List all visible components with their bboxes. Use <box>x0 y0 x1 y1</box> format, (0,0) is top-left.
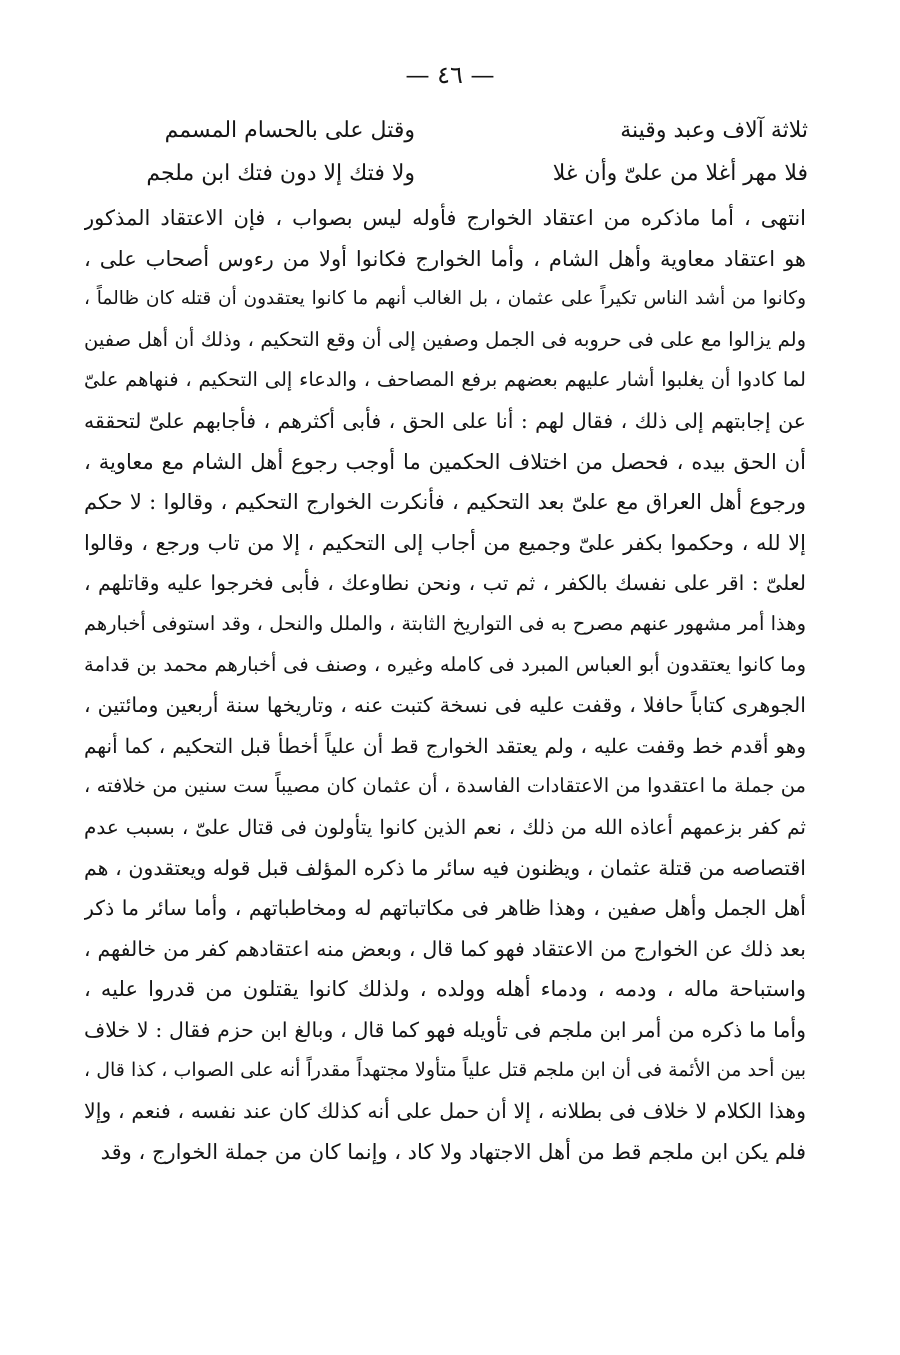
text-line: وما كانوا يعتقدون أبو العباس المبرد فى كامله وغيره ، وصنف فى أخبارهم محمد بن قدامة <box>84 652 806 676</box>
text-line: بين أحد من الأئمة فى أن ابن ملجم قتل علياً متأولا مجتهداً مقدراً أنه على الصواب ، كذا قال ، <box>84 1059 806 1082</box>
text-line: وهذا أمر مشهور عنهم مصرح به فى التواريخ الثابتة ، والملل والنحل ، وقد استوفى أخبارهم <box>84 611 806 635</box>
text-line: لعلىّ : اقر على نفسك بالكفر ، ثم تب ، ونحن نطاوعك ، فأبى فخرجوا عليه وقاتلهم ، <box>84 571 806 596</box>
text-line: عن إجابتهم إلى ذلك ، فقال لهم : أنا على الحق ، فأبى أكثرهم ، فأجابهم علىّ لتحققه <box>84 408 806 433</box>
text-line: بعد ذلك عن الخوارج من الاعتقاد فهو كما قال ، وبعض منه اعتقادهم كفر من خالفهم ، <box>84 936 806 961</box>
text-line: الجوهرى كتاباً حافلا ، وقفت عليه فى نسخة كتبت عنه ، وتاريخها سنة أربعين ومائتين ، <box>84 693 806 718</box>
text-line: ولم يزالوا مع على فى حروبه فى الجمل وصفين إلى أن وقع التحكيم ، وذلك أن أهل صفين <box>84 327 806 351</box>
text-line: هو اعتقاد معاوية وأهل الشام ، وأما الخوارج فكانوا أولا من رءوس أصحاب على ، <box>84 246 806 271</box>
text-line: وأما ما ذكره من أمر ابن ملجم فى تأويله فهو كما قال ، وبالغ ابن حزم فقال : لا خلاف <box>84 1017 806 1042</box>
text-line: وهذا الكلام لا خلاف فى بطلانه ، إلا أن حمل على أنه كذلك كان عند نفسه ، فنعم ، وإلا <box>84 1099 806 1124</box>
body-text <box>84 198 806 1172</box>
verse-second-hemistich: ولا فتك إلا دون فتك ابن ملجم <box>146 161 415 186</box>
page-number: — ٤٦ — <box>405 61 495 89</box>
poem-verse <box>0 113 900 149</box>
text-line: وهو أقدم خط وقفت عليه ، ولم يعتقد الخوارج قط أن علياً أخطأ قبل التحكيم ، كما أنهم <box>84 733 806 758</box>
text-line: أن الحق بيده ، فحصل من اختلاف الحكمين ما أوجب رجوع أهل الشام مع معاوية ، <box>84 449 806 474</box>
text-line: من جملة ما اعتقدوا من الاعتقادات الفاسدة ، أن عثمان كان مصيباً ست سنين من خلافته ، <box>84 774 806 798</box>
text-line: أهل الجمل وأهل صفين ، وهذا ظاهر فى مكاتباتهم له ومخاطباتهم ، وأما سائر ما ذكر <box>84 896 806 921</box>
text-line: لما كادوا أن يغلبوا أشار عليهم بعضهم برفع المصاحف ، والدعاء إلى التحكيم ، فنهاهم علىّ <box>84 368 806 392</box>
text-line: فلم يكن ابن ملجم قط من أهل الاجتهاد ولا كاد ، وإنما كان من جملة الخوارج ، وقد <box>100 1139 806 1164</box>
text-line: واستباحة ماله ، ودمه ، ودماء أهله وولده ، ولذلك كانوا يقتلون من قدروا عليه ، <box>84 977 806 1002</box>
verse-first-hemistich: ثلاثة آلاف وعبد وقينة <box>620 118 808 143</box>
text-line: انتهى ، أما ماذكره من اعتقاد الخوارج فأوله ليس بصواب ، فإن الاعتقاد المذكور <box>84 206 806 230</box>
text-line: ورجوع أهل العراق مع علىّ بعد التحكيم ، فأنكرت الخوارج التحكيم ، وقالوا : لا حكم <box>84 490 806 515</box>
text-line: وكانوا من أشد الناس تكيراً على عثمان ، بل الغالب أنهم ما كانوا يعتقدون أن قتله كان ظالماً ، <box>84 288 806 310</box>
text-line: إلا لله ، وحكموا بكفر علىّ وجميع من أجاب إلى التحكيم ، إلا من تاب ورجع ، وقالوا <box>84 530 806 555</box>
text-line: ثم كفر بزعمهم أعاذه الله من ذلك ، نعم الذين كانوا يتأولون فى قتال علىّ ، بسبب عدم <box>84 814 806 839</box>
text-line: اقتصاصه من قتلة عثمان ، ويظنون فيه سائر ما ذكره المؤلف قبل قوله ويعتقدون ، هم <box>84 855 806 880</box>
verse-second-hemistich: وقتل على بالحسام المسمم <box>164 118 415 143</box>
poem-verse <box>0 156 900 192</box>
verse-first-hemistich: فلا مهر أغلا من علىّ وأن غلا <box>552 161 808 186</box>
